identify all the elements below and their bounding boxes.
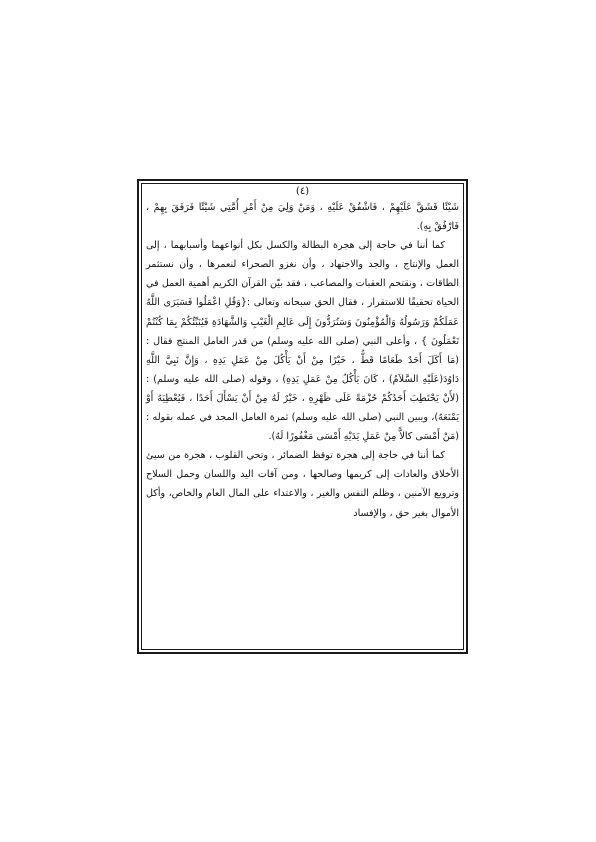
- page-content: [146, 185, 459, 523]
- paragraph-hadith-continuation: شَيْئًا فَشَقَّ عَلَيْهِمْ ، فَاشْقُقْ عَلَيْهِ ، وَمَنْ وَلِيَ مِنْ أَمْرِ أُمَّتِي شَيْئًا فَرَفَقَ بِهِمْ ، فَارْفُقْ بِهِ).: [146, 202, 459, 233]
- paragraph-work: كما أننا في حاجة إلى هجرة البطالة والكسل بكل أنواعهما وأسبابهما ، إلى العمل والإنتاج ، والجد والاجتهاد ، وأن نغزو الصحراء لنعمرها ، وأن نستثمر الطاقات ، ونقتحم العقبات والمصاعب ، فقد بيّن القرآن الكريم أهمية العمل في الحياة تحقيقًا للاستقرار ، فقال الحق سبحانه وتعالى :{وَقُلِ اعْمَلُوا فَسَيَرَى اللَّهُ عَمَلَكُمْ وَرَسُولُهُ وَالْمُؤْمِنُونَ وَسَتُرَدُّونَ إِلَى عَالِمِ الْغَيْبِ وَالشَّهَادَةِ فَيُنَبِّئُكُمْ بِمَا كُنْتُمْ تَعْمَلُونَ } ، وأعلى النبي (صلى الله عليه وسلم) من قدر العامل المنتج فقال : (مَا أَكَلَ أَحَدٌ طَعَامًا قَطُّ ، خَيْرًا مِنْ أَنْ يَأْكُلَ مِنْ عَمَلِ يَدِهِ ، وَإِنَّ نَبِيَّ اللَّهِ دَاوُدَ(عَلَيْهِ السَّلاَمُ) ، كَانَ يَأْكُلُ مِنْ عَمَلِ يَدِهِ) ، وقوله (صلى الله عليه وسلم) : (لأَنْ يَحْتَطِبَ أَحَدُكُمْ حُزْمَةً عَلَى ظَهْرِهِ ، خَيْرٌ لَهُ مِنْ أَنْ يَسْأَلَ أَحَدًا ، فَيُعْطِيَهُ أَوْ يَمْنَعَهُ)، ويبين النبي (صلى الله عليه وسلم) ثمرة العامل المجد في عمله بقوله : (مَنْ أَمْسَى كالاًّ مِنْ عَمَلِ يَدَيْهِ أَمْسَى مَغْفُورًا لَهُ).: [146, 240, 459, 443]
- page-number: (٤): [295, 186, 310, 197]
- paragraph-conscience: كما أننا في حاجة إلى هجرة توقظ الضمائر ، وتحي القلوب ، هجرة من سيئ الأخلاق والعادات إلى كريمها وصالحها ، ومن آفات اليد واللسان وحمل السلاح وترويع الآمنين ، وظلم النفس والغير ، والاعتداء على المال العام والخاص، وأكل الأموال بغير حق ، والإفساد: [146, 450, 459, 519]
